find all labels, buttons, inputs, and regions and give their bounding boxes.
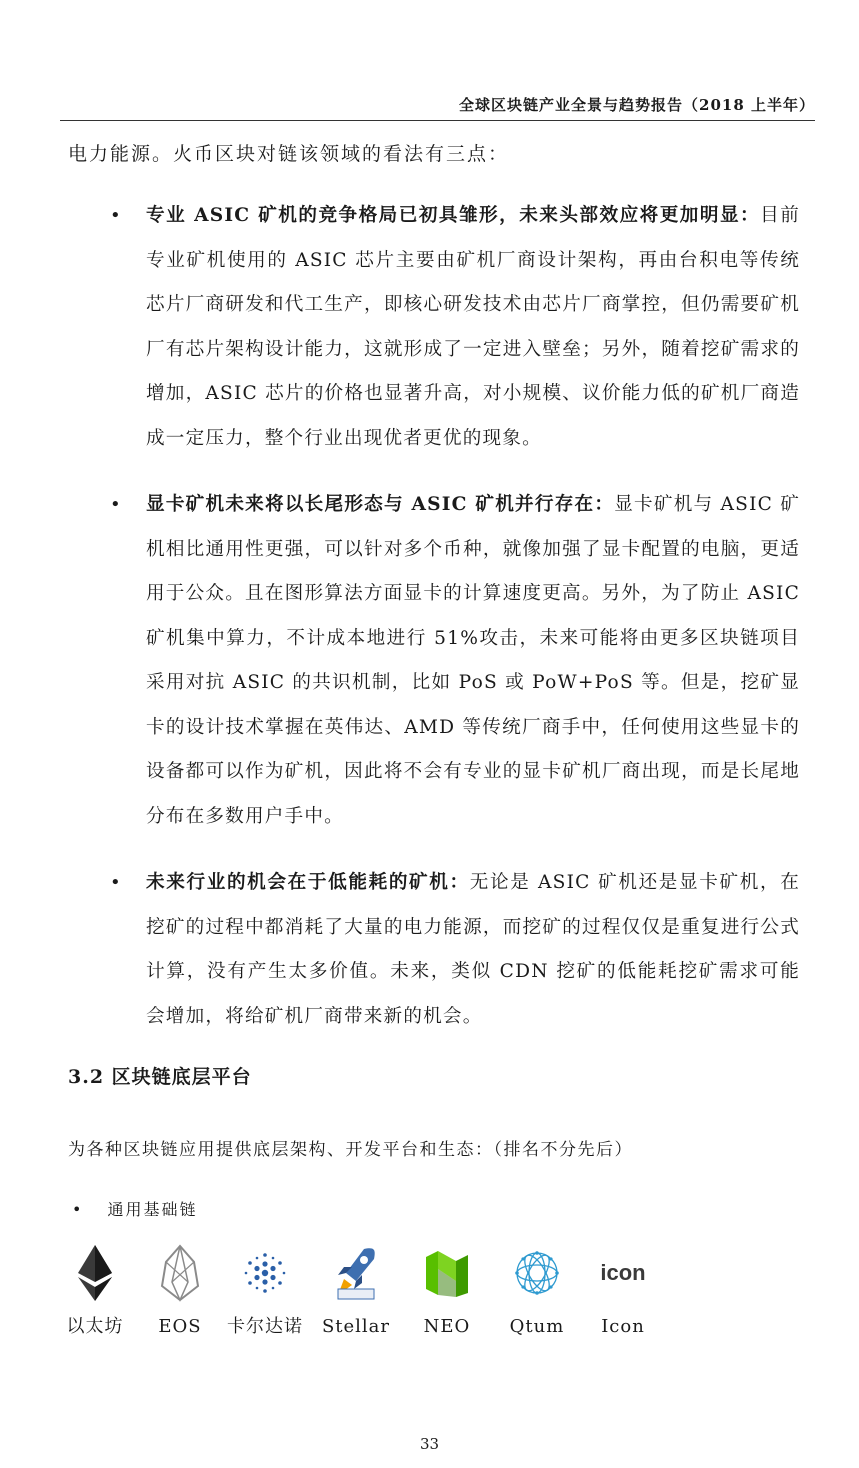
logo-stellar bbox=[311, 1244, 401, 1340]
sub-bullet-general-chains bbox=[72, 1196, 197, 1224]
bullet-dot: • bbox=[110, 872, 121, 893]
bullet-item-gpu-miners bbox=[110, 483, 800, 839]
logo-ethereum bbox=[50, 1244, 140, 1340]
logo-label: Qtum bbox=[509, 1316, 565, 1337]
bullet-list bbox=[110, 194, 800, 1061]
logo-label: NEO bbox=[423, 1316, 471, 1337]
bullet-item-low-energy bbox=[110, 861, 800, 1039]
logo-eos bbox=[135, 1244, 225, 1340]
bullet-body: 无论是 ASIC 矿机还是显卡矿机，在挖矿的过程中都消耗了大量的电力能源，而挖矿的过程仅仅是重复进行公式计算，没有产生太多价值。未来，类似 CDN 挖矿的低能耗挖矿需求可能会增加，将给矿机厂商带来新的机会。 bbox=[146, 872, 801, 1027]
icon-logo-icon bbox=[578, 1244, 668, 1302]
logo-label: EOS bbox=[158, 1316, 202, 1337]
logo-icon-project bbox=[578, 1244, 668, 1340]
bullet-heading: 显卡矿机未来将以长尾形态与 ASIC 矿机并行存在： bbox=[146, 494, 615, 515]
eos-logo-icon bbox=[135, 1244, 225, 1302]
sub-bullet-label: 通用基础链 bbox=[107, 1200, 198, 1219]
logo-label: 以太坊 bbox=[66, 1316, 124, 1337]
page-number: 33 bbox=[419, 1435, 440, 1453]
logo-label: 卡尔达诺 bbox=[227, 1316, 303, 1337]
section-intro: 为各种区块链应用提供底层架构、开发平台和生态：（排名不分先后） bbox=[68, 1140, 633, 1160]
stellar-rocket-icon bbox=[311, 1244, 401, 1302]
logo-label: Stellar bbox=[321, 1316, 391, 1337]
logo-cardano bbox=[220, 1244, 310, 1340]
bullet-body: 目前专业矿机使用的 ASIC 芯片主要由矿机厂商设计架构，再由台积电等传统芯片厂商研发和代工生产，即核心研发技术由芯片厂商掌控，但仍需要矿机厂有芯片架构设计能力，这就形成了一定进入壁垒；另外，随着挖矿需求的增加，ASIC 芯片的价格也显著升高，对小规模、议价能力低的矿机厂商造成一定压力，整个行业出现优者更优的现象。 bbox=[146, 205, 800, 449]
page-header bbox=[60, 92, 815, 121]
section-title: 3.2 区块链底层平台 bbox=[68, 1066, 252, 1088]
ethereum-logo-icon bbox=[50, 1244, 140, 1302]
neo-logo-icon bbox=[402, 1244, 492, 1302]
header-title: 全球区块链产业全景与趋势报告（2018 上半年） bbox=[459, 96, 815, 114]
bullet-dot: • bbox=[110, 494, 121, 515]
logo-qtum bbox=[492, 1244, 582, 1340]
bullet-dot: • bbox=[72, 1200, 84, 1219]
bullet-dot: • bbox=[110, 205, 121, 226]
bullet-heading: 未来行业的机会在于低能耗的矿机： bbox=[146, 872, 470, 893]
qtum-logo-icon bbox=[492, 1244, 582, 1302]
intro-paragraph: 电力能源。火币区块对链该领域的看法有三点： bbox=[68, 143, 510, 165]
bullet-heading: 专业 ASIC 矿机的竞争格局已初具雏形，未来头部效应将更加明显： bbox=[146, 205, 761, 226]
bullet-item-asic-competition bbox=[110, 194, 800, 461]
logo-label: Icon bbox=[601, 1316, 645, 1337]
icon-wordmark: icon bbox=[600, 1260, 646, 1285]
cardano-logo-icon bbox=[220, 1244, 310, 1302]
logo-neo bbox=[402, 1244, 492, 1340]
bullet-body: 显卡矿机与 ASIC 矿机相比通用性更强，可以针对多个币种，就像加强了显卡配置的电脑，更适用于公众。且在图形算法方面显卡的计算速度更高。另外，为了防止 ASIC 矿机集中算力，不计成本地进行 51%攻击，未来可能将由更多区块链项目采用对抗 ASIC 的共识机制，比如 PoS 或 PoW+PoS 等。但是，挖矿显卡的设计技术掌握在英伟达、AMD 等传统厂商手中，任何使用这些显卡的设备都可以作为矿机，因此将不会有专业的显卡矿机厂商出现，而是长尾地分布在多数用户手中。 bbox=[146, 494, 800, 827]
